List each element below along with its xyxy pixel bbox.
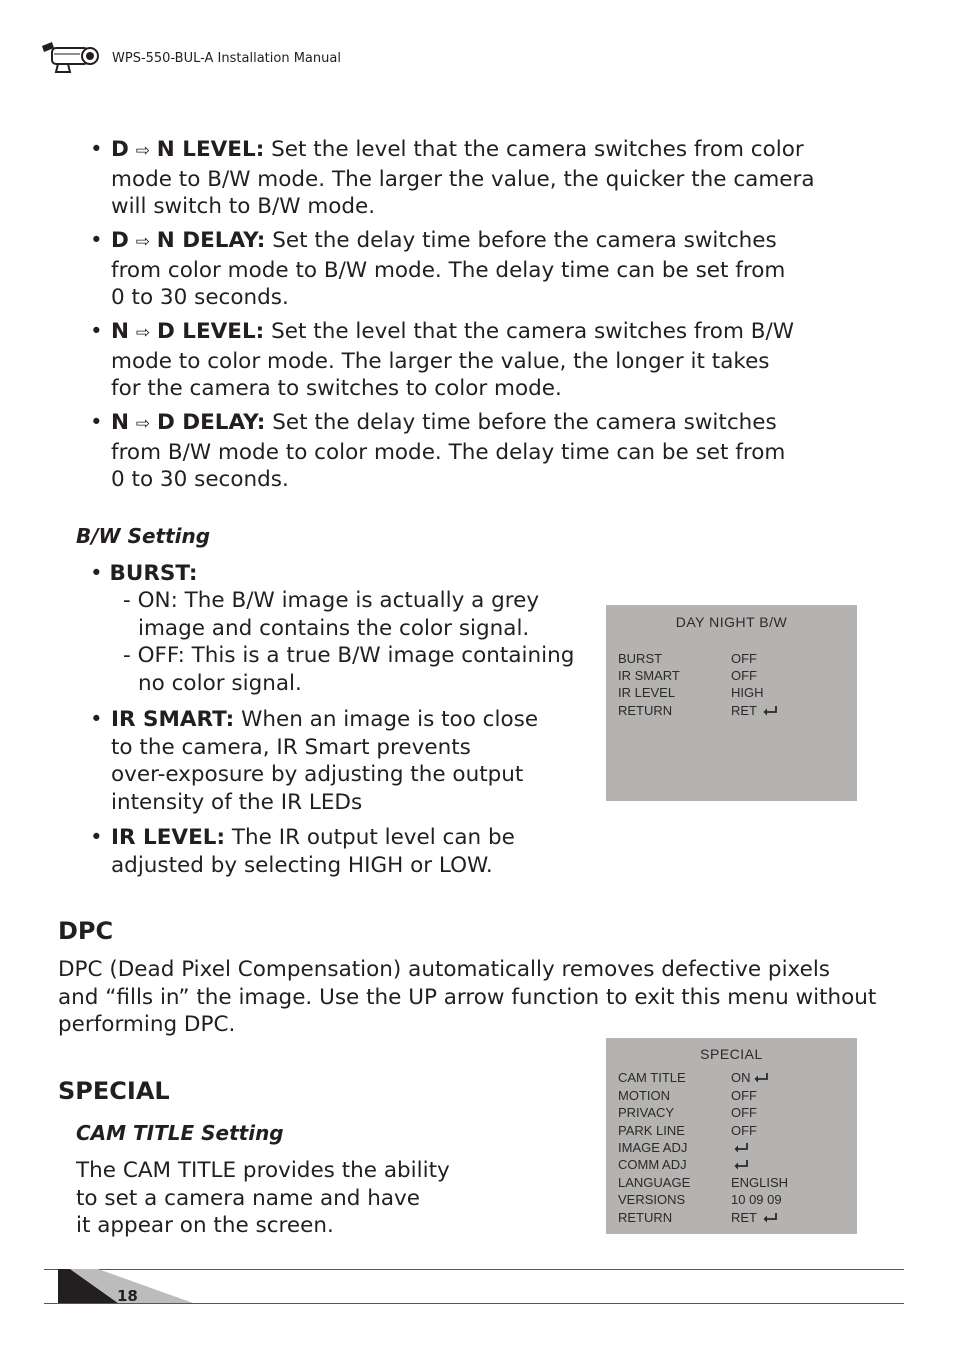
osd-title: SPECIAL	[700, 1046, 763, 1062]
ir-level-bullet: • IR LEVEL: The IR output level can be adjusted by selecting HIGH or LOW.	[90, 825, 515, 878]
ir-smart-term: IR SMART:	[111, 707, 235, 732]
arrow-right-icon: ⇨	[135, 141, 150, 161]
bullet-nd-level: • N ⇨ D LEVEL: Set the level that the camera switches from B/W mode to color mode. The larger the value, the longer it takes for the camera to switches to color mode.	[90, 319, 794, 401]
osd-row: IMAGE ADJ	[618, 1139, 838, 1156]
manual-title: WPS-550-BUL-A Installation Manual	[112, 51, 341, 66]
osd-row: PRIVACY OFF	[618, 1105, 757, 1120]
arrow-right-icon: ⇨	[135, 323, 151, 343]
cam-title-paragraph: The CAM TITLE provides the ability to set a camera name and have it appear on the screen.	[76, 1158, 450, 1238]
osd-title: DAY NIGHT B/W	[675, 614, 788, 630]
osd-row: BURST OFF	[618, 651, 757, 666]
osd-row: VERSIONS 10 09 09	[618, 1192, 782, 1207]
bullet-nd-delay: • N ⇨ D DELAY: Set the delay time before the camera switches from B/W mode to color mode. The delay time can be set from 0 to 30 seconds.	[90, 410, 786, 492]
osd-row: COMM ADJ	[618, 1156, 838, 1173]
dpc-paragraph: DPC (Dead Pixel Compensation) automatically removes defective pixels and “fills in” the image. Use the UP arrow function to exit this menu without performing DPC.	[58, 957, 877, 1037]
cam-title-subheading: CAM TITLE Setting	[76, 1121, 284, 1145]
camera-logo-icon	[40, 40, 100, 76]
osd-special-menu	[606, 1038, 857, 1234]
ir-smart-bullet: • IR SMART: When an image is too close to the camera, IR Smart prevents over-exposure by adjusting the output intensity of the IR LEDs	[90, 707, 539, 815]
return-arrow-icon	[762, 705, 778, 716]
bw-setting-heading: B/W Setting	[76, 524, 211, 548]
ir-level-term: IR LEVEL:	[111, 825, 226, 850]
return-arrow-icon	[762, 1212, 778, 1223]
burst-bullet: • BURST:	[90, 561, 198, 586]
osd-row: IR LEVEL HIGH	[618, 685, 764, 700]
return-arrow-icon	[733, 1159, 749, 1170]
bullet-dn-delay: • D ⇨ N DELAY: Set the delay time before the camera switches from color mode to B/W mode. The delay time can be set from 0 to 30 seconds.	[90, 228, 786, 310]
burst-options: - ON: The B/W image is actually a grey image and contains the color signal. - OFF: This is a true B/W image containing no color signal.	[123, 588, 575, 696]
osd-row: RETURN RET	[618, 702, 838, 719]
osd-row: RETURN RET	[618, 1209, 838, 1226]
arrow-right-icon: ⇨	[135, 232, 150, 252]
osd-row: MOTION OFF	[618, 1088, 757, 1103]
special-heading: SPECIAL	[58, 1077, 170, 1105]
osd-daynight-menu	[606, 605, 857, 801]
osd-row: LANGUAGE ENGLISH	[618, 1175, 789, 1190]
return-arrow-icon	[733, 1142, 749, 1153]
bullet-dn-level: • D ⇨ N LEVEL: Set the level that the camera switches from color mode to B/W mode. The larger the value, the quicker the camera will switch to B/W mode.	[90, 137, 815, 219]
dpc-heading: DPC	[58, 917, 114, 945]
term-part-b: N LEVEL:	[156, 137, 265, 162]
page-number: 18	[117, 1287, 138, 1305]
osd-row: PARK LINE OFF	[618, 1123, 757, 1138]
burst-term: BURST:	[109, 561, 198, 586]
osd-row: CAM TITLE ON	[618, 1069, 838, 1086]
term-part-a: D	[111, 137, 129, 162]
arrow-right-icon: ⇨	[135, 414, 151, 434]
osd-row: IR SMART OFF	[618, 668, 757, 683]
return-arrow-icon	[753, 1072, 769, 1083]
